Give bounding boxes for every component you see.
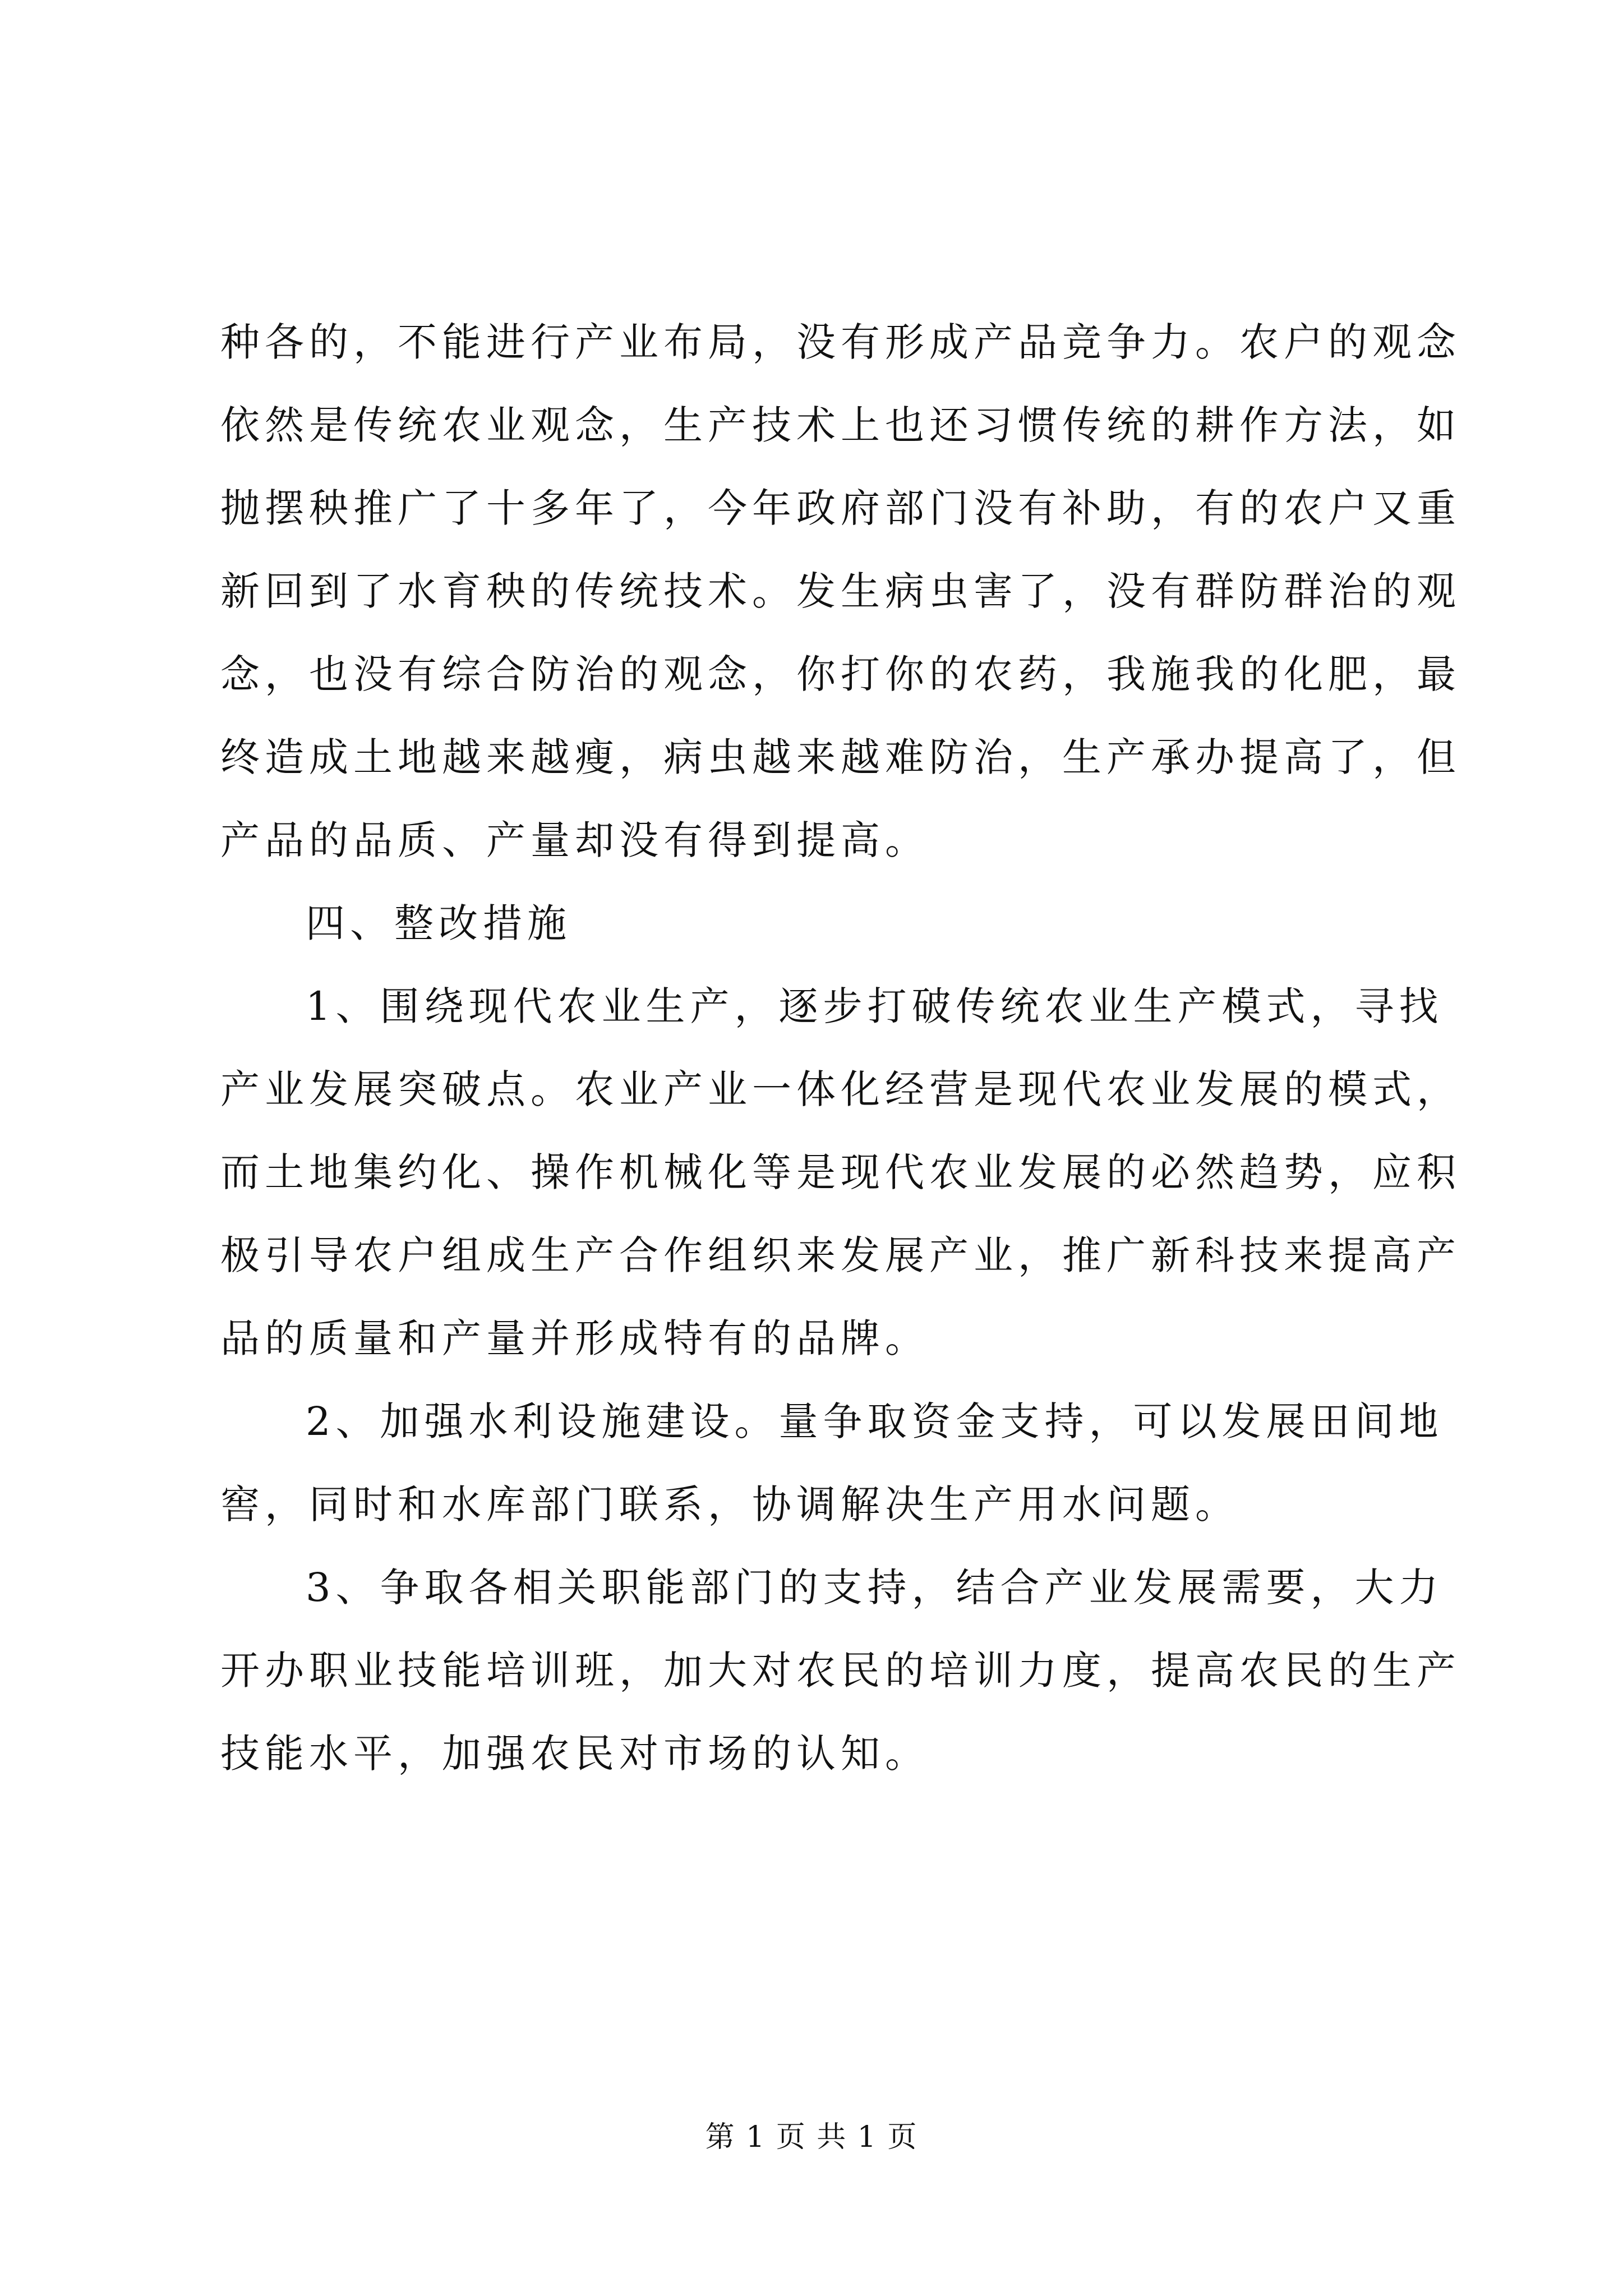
document-body xyxy=(220,301,1461,1795)
paragraph-line: 窖，同时和水库部门联系，协调解决生产用水问题。 xyxy=(220,1481,1239,1527)
paragraph-line: 而土地集约化、操作机械化等是现代农业发展的必然趋势，应积 xyxy=(220,1149,1461,1195)
section-heading: 四、整改措施 xyxy=(306,900,571,946)
paragraph-line: 念，也没有综合防治的观念，你打你的农药，我施我的化肥，最 xyxy=(220,651,1461,697)
paragraph-line: 产品的品质、产量却没有得到提高。 xyxy=(220,817,929,863)
paragraph-line: 抛摆秧推广了十多年了，今年政府部门没有补助，有的农户又重 xyxy=(220,485,1461,531)
paragraph-line: 种各的，不能进行产业布局，没有形成产品竞争力。农户的观念 xyxy=(220,319,1461,365)
paragraph-line: 终造成土地越来越瘦，病虫越来越难防治，生产承办提高了，但 xyxy=(220,734,1461,780)
page-footer: 第 1 页 共 1 页 xyxy=(705,2120,918,2154)
paragraph-line: 依然是传统农业观念，生产技术上也还习惯传统的耕作方法，如 xyxy=(220,402,1461,448)
paragraph-line: 极引导农户组成生产合作组织来发展产业，推广新科技来提高产 xyxy=(220,1232,1461,1278)
paragraph-line: 1、围绕现代农业生产，逐步打破传统农业生产模式，寻找 xyxy=(306,983,1444,1029)
paragraph-line: 技能水平，加强农民对市场的认知。 xyxy=(220,1731,929,1777)
paragraph-line: 产业发展突破点。农业产业一体化经营是现代农业发展的模式， xyxy=(220,1066,1461,1112)
paragraph-line: 3、争取各相关职能部门的支持，结合产业发展需要，大力 xyxy=(306,1565,1444,1611)
paragraph-line: 新回到了水育秧的传统技术。发生病虫害了，没有群防群治的观 xyxy=(220,568,1461,614)
paragraph-line: 2、加强水利设施建设。量争取资金支持，可以发展田间地 xyxy=(306,1398,1444,1444)
paragraph-line: 开办职业技能培训班，加大对农民的培训力度，提高农民的生产 xyxy=(220,1648,1461,1694)
paragraph-line: 品的质量和产量并形成特有的品牌。 xyxy=(220,1315,929,1361)
